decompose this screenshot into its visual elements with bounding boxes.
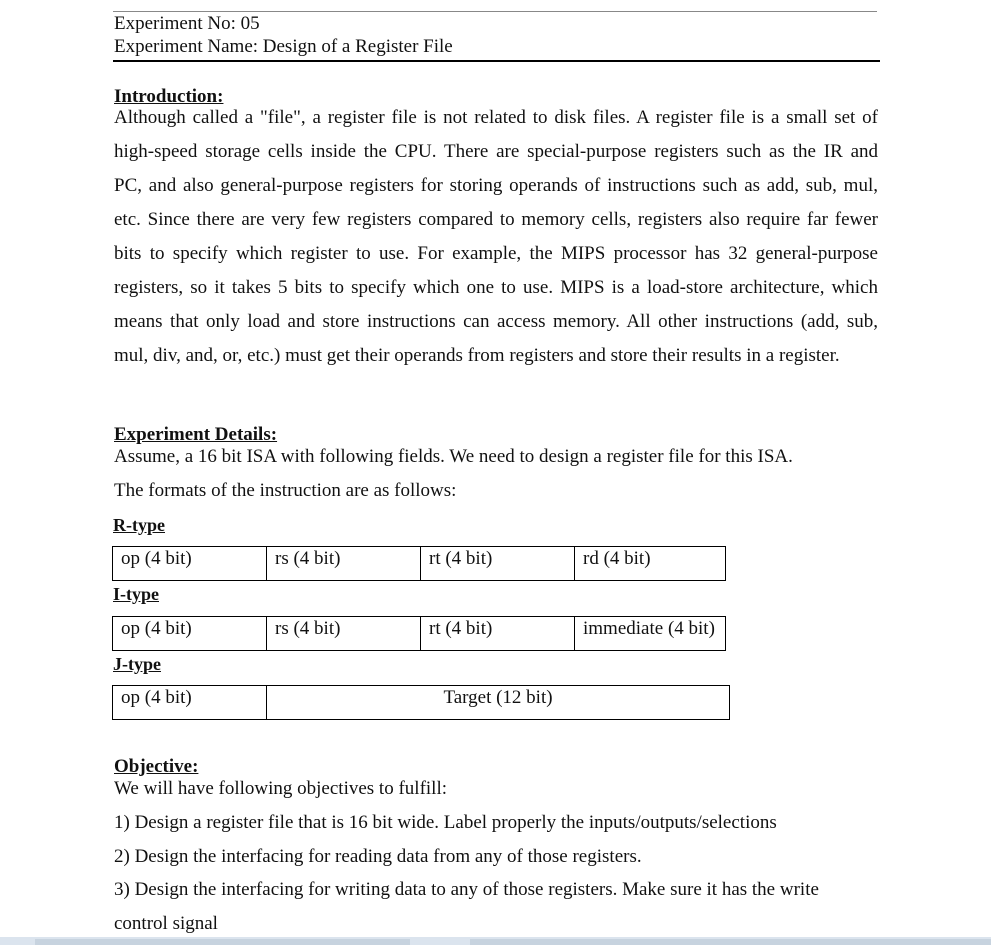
r-type-table [112,546,726,581]
field-op: op (4 bit) [113,547,267,581]
field-immediate: immediate (4 bit) [575,617,726,651]
field-rd: rd (4 bit) [575,547,726,581]
objective-item: 3) Design the interfacing for writing data to any of those registers. Make sure it has the write [114,879,819,900]
experiment-details-heading: Experiment Details: [114,424,278,445]
objective-item: control signal [114,913,218,934]
intro-line: registers, so it takes 5 bits to specify which one to use. MIPS is a load-store architecture, which [114,277,878,298]
intro-line: mul, div, and, or, etc.) must get their operands from registers and store their results in a register. [114,345,840,366]
field-rs: rs (4 bit) [267,617,421,651]
intro-line: etc. Since there are very few registers compared to memory cells, registers also require far fewer [114,209,878,230]
scrollbar-track-segment [470,939,991,945]
j-type-table [112,685,730,720]
objective-item: 2) Design the interfacing for reading data from any of those registers. [114,846,642,867]
scrollbar-thumb[interactable] [35,939,410,945]
details-line: The formats of the instruction are as follows: [114,480,457,501]
header-divider [113,60,880,62]
horizontal-scrollbar[interactable] [0,937,991,945]
introduction-paragraph [114,101,878,373]
intro-line: high-speed storage cells inside the CPU. There are special-purpose registers such as the IR and [114,141,878,162]
field-op: op (4 bit) [113,686,267,720]
j-type-label: J-type [113,654,161,674]
field-rt: rt (4 bit) [421,617,575,651]
intro-line: Although called a "file", a register file is not related to disk files. A register file is a small set of [114,107,878,128]
intro-line: bits to specify which register to use. For example, the MIPS processor has 32 general-purpose [114,243,878,264]
details-line: Assume, a 16 bit ISA with following fields. We need to design a register file for this ISA. [114,446,793,467]
introduction-heading: Introduction: [114,86,224,107]
i-type-table [112,616,726,651]
r-type-label: R-type [113,515,165,535]
intro-line: means that only load and store instructions can access memory. All other instructions (add, sub, [114,311,878,332]
objective-intro: We will have following objectives to fulfill: [114,778,448,799]
intro-line: PC, and also general-purpose registers for storing operands of instructions such as add, sub, mul, [114,175,878,196]
top-divider [113,11,877,12]
experiment-number: Experiment No: 05 [114,13,260,34]
field-rt: rt (4 bit) [421,547,575,581]
objective-heading: Objective: [114,756,199,777]
objective-item: 1) Design a register file that is 16 bit wide. Label properly the inputs/outputs/selections [114,812,777,833]
i-type-label: I-type [113,584,159,604]
field-op: op (4 bit) [113,617,267,651]
field-rs: rs (4 bit) [267,547,421,581]
experiment-name: Experiment Name: Design of a Register File [114,36,453,57]
field-target: Target (12 bit) [267,686,730,720]
